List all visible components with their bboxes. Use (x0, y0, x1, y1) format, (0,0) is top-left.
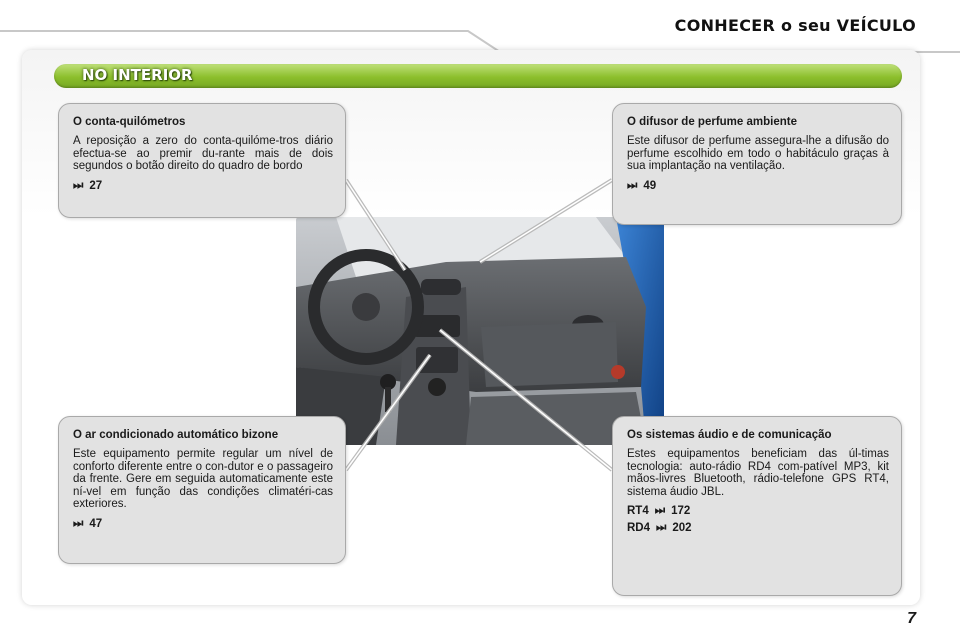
callout-title: O conta-quilómetros (73, 116, 186, 128)
callout-text: Estes equipamentos beneficiam das úl-timas tecnologia: auto-rádio RD4 com-patível MP3, kit mãos-livres Bluetooth, rádio-telefone GPS RT4, sistema áudio JBL. (627, 448, 889, 498)
page-ref-number: 49 (643, 179, 657, 192)
section-title: NO INTERIOR (82, 66, 193, 84)
callout-title: O difusor de perfume ambiente (627, 116, 797, 128)
dashboard-photo (296, 217, 664, 445)
fast-forward-icon: ⏭ (627, 179, 638, 192)
fast-forward-icon: ⏭ (656, 522, 667, 534)
fast-forward-icon: ⏭ (654, 505, 666, 517)
page-reference[interactable] (627, 179, 889, 193)
page-title: CONHECER o seu VEÍCULO (674, 16, 916, 35)
callout-title: Os sistemas áudio e de comunicação (627, 429, 832, 441)
system-label: RD4 (627, 522, 651, 534)
page-reference-rd4[interactable] (627, 521, 889, 535)
callout-audio-systems (612, 416, 902, 596)
page-reference-rt4[interactable] (627, 504, 889, 518)
callout-climate-control (58, 416, 346, 564)
page-ref-number: 47 (89, 517, 103, 530)
callout-odometer (58, 103, 346, 218)
page-reference[interactable] (73, 517, 333, 531)
callout-text: Este equipamento permite regular um nível de conforto diferente entre o con-dutor e o passageiro da frente. Gere em seguida automaticamente este ní-vel em função das condições climatéri-cas exteriores. (73, 448, 333, 510)
fast-forward-icon: ⏭ (73, 179, 84, 192)
callout-text: A reposição a zero do conta-quilóme-tros diário efectua-se ao premir du-rante mais de dois segundos o botão direito do quadro de bordo (73, 135, 333, 172)
callout-perfume-diffuser (612, 103, 902, 225)
page-number: 7 (907, 610, 916, 627)
callout-text: Este difusor de perfume assegura-lhe a difusão do perfume escolhido em todo o habitáculo graças à sua implantação na ventilação. (627, 135, 889, 172)
page-ref-number: 27 (89, 179, 103, 192)
system-label: RT4 (627, 505, 649, 517)
page-ref-number: 172 (671, 505, 691, 517)
page-reference[interactable] (73, 179, 333, 193)
page-ref-number: 202 (672, 522, 692, 534)
fast-forward-icon: ⏭ (73, 517, 84, 530)
callout-title: O ar condicionado automático bizone (73, 429, 279, 441)
